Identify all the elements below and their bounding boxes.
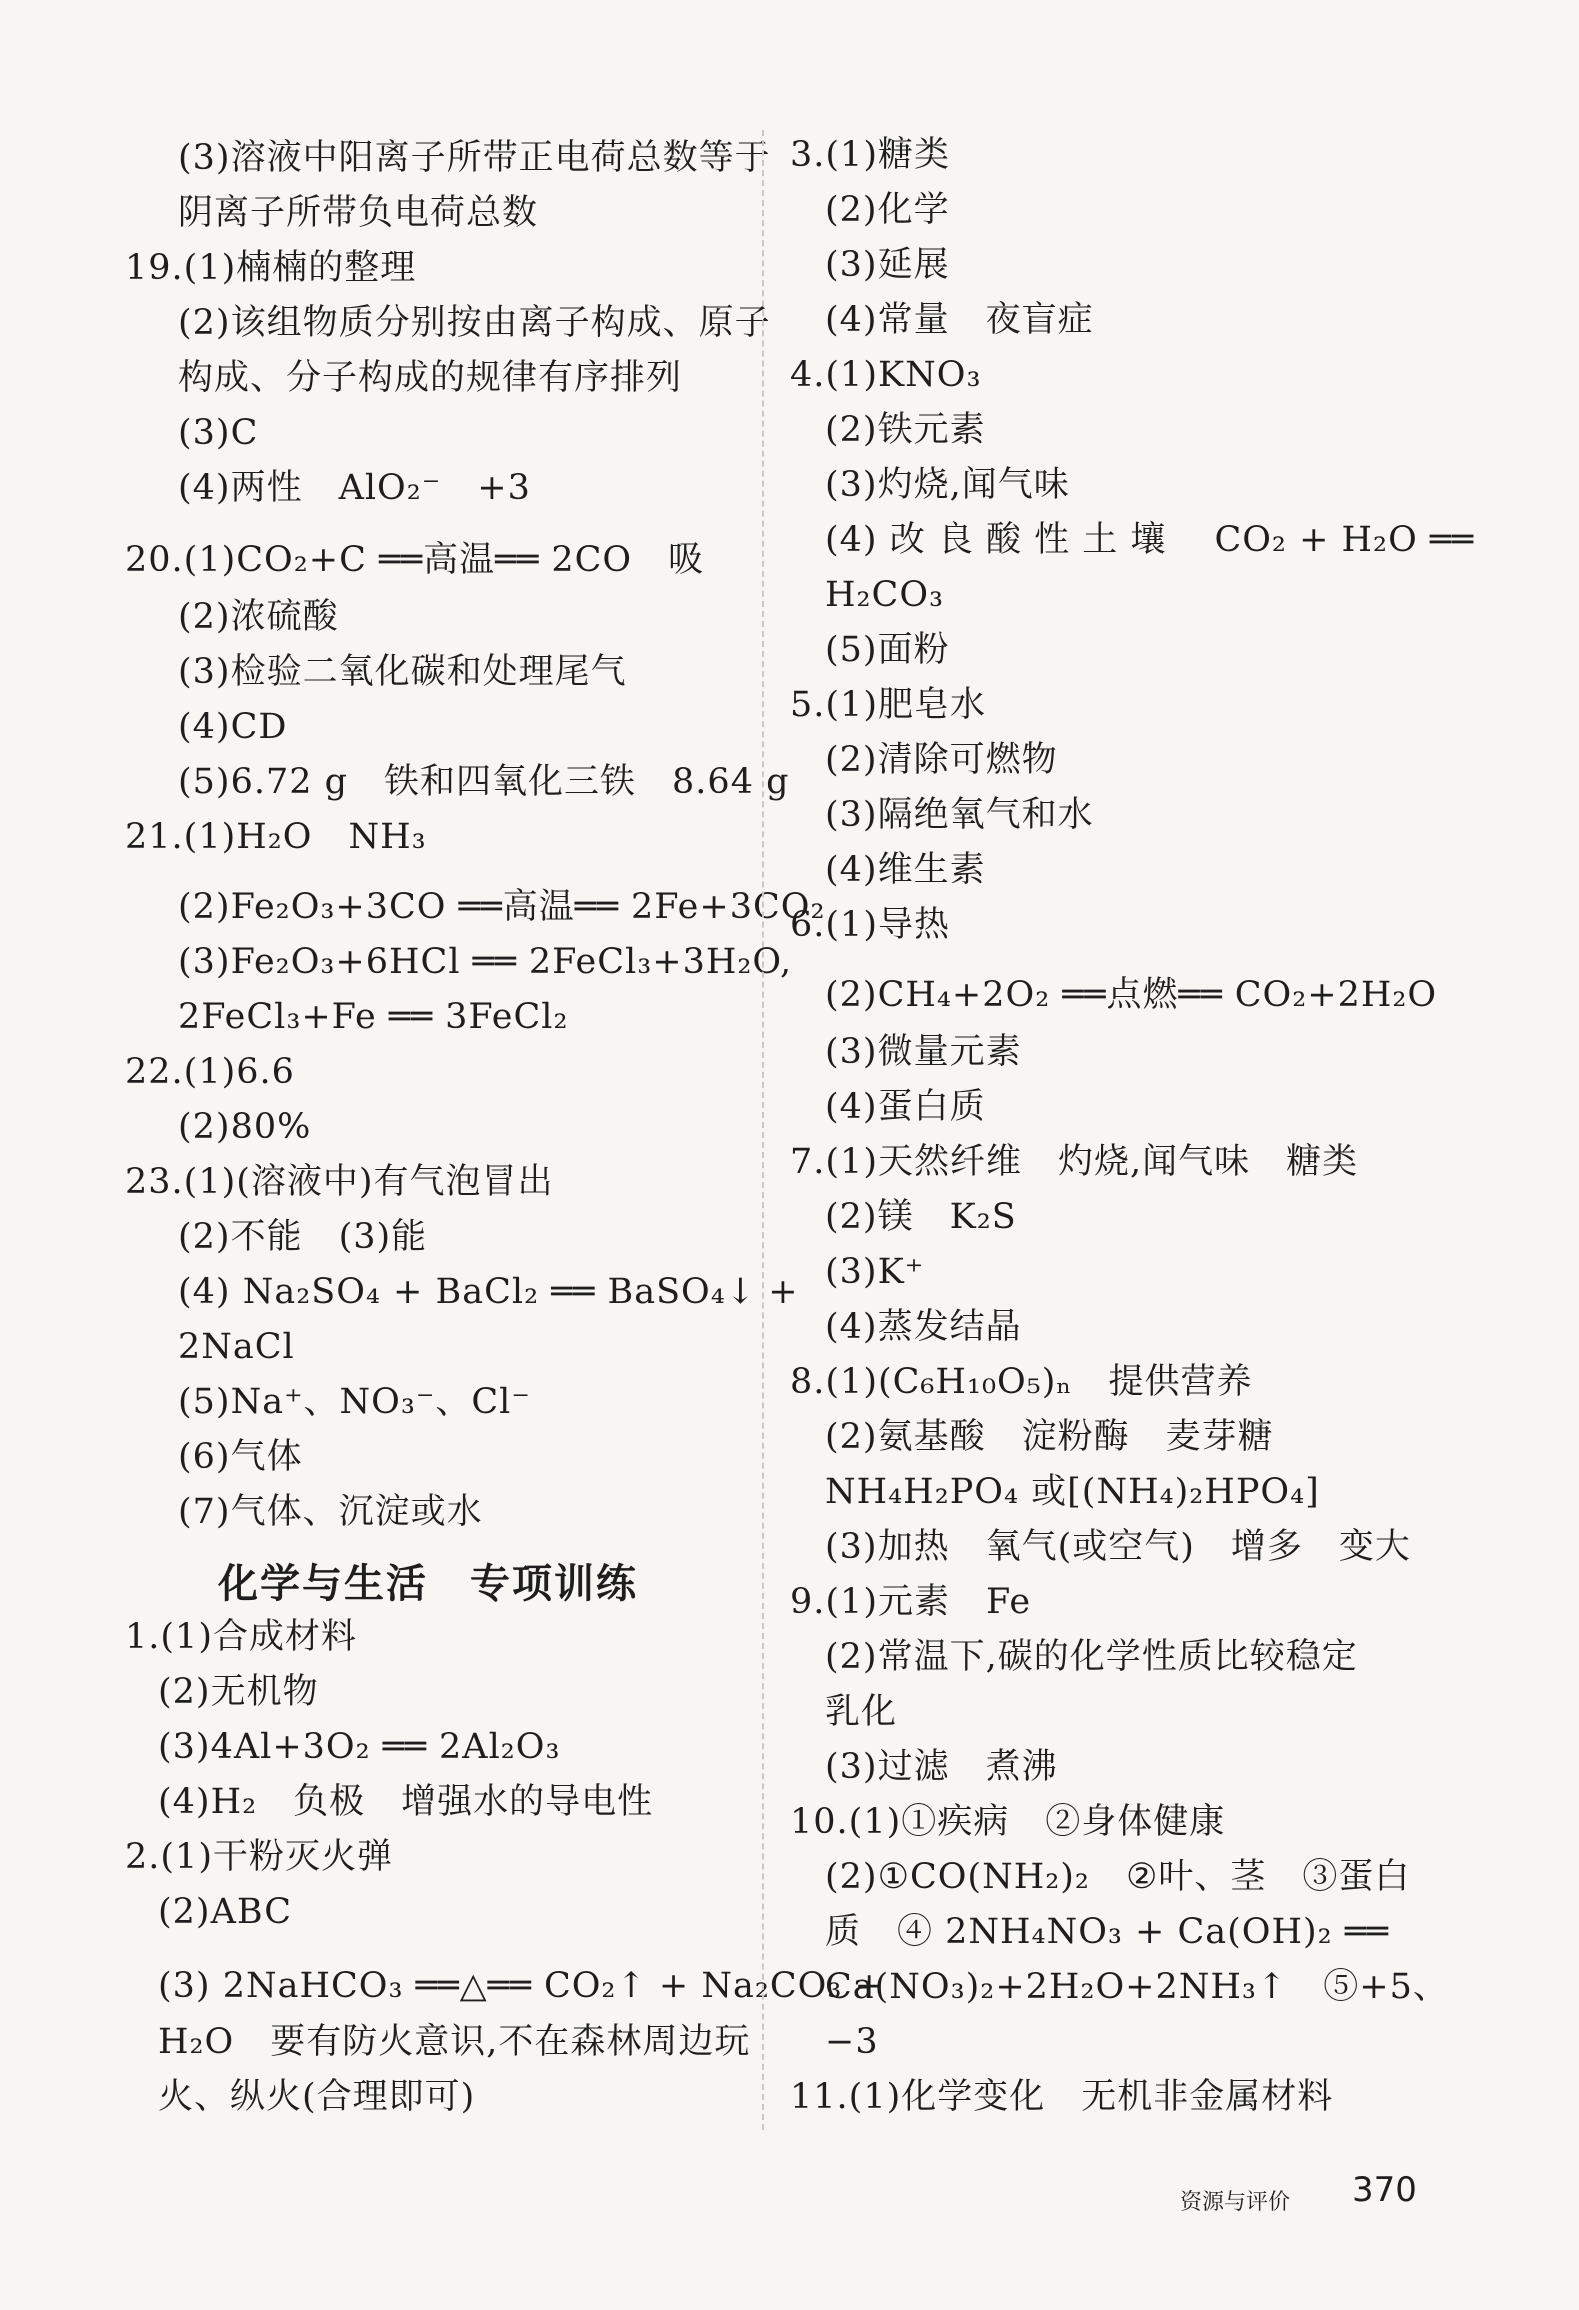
text-line: (2)浓硫酸 — [178, 597, 339, 637]
text-line: (4)常量 夜盲症 — [825, 300, 1094, 340]
text-line: (4)两性 AlO₂⁻ +3 — [178, 468, 531, 508]
text-line: (3)检验二氧化碳和处理尾气 — [178, 652, 627, 692]
text-line: (4)CD — [178, 707, 288, 747]
text-line: (7)气体、沉淀或水 — [178, 1492, 483, 1532]
text-line: 21.(1)H₂O NH₃ — [125, 817, 427, 857]
text-line: 22.(1)6.6 — [125, 1052, 295, 1092]
footer-label: 资源与评价 — [1180, 2190, 1291, 2215]
text-line: (5)6.72 g 铁和四氧化三铁 8.64 g — [178, 762, 790, 802]
text-line: 20.(1)CO₂+C ══高温══ 2CO 吸 — [125, 540, 705, 580]
text-line: 4.(1)KNO₃ — [790, 355, 982, 395]
text-line: 10.(1)①疾病 ②身体健康 — [790, 1802, 1226, 1842]
text-line: 1.(1)合成材料 — [125, 1617, 357, 1657]
text-line: (2)清除可燃物 — [825, 740, 1058, 780]
text-line: (3)延展 — [825, 245, 950, 285]
page-number: 370 — [1352, 2170, 1417, 2210]
text-line: 2FeCl₃+Fe ══ 3FeCl₂ — [178, 997, 569, 1037]
text-line: 11.(1)化学变化 无机非金属材料 — [790, 2077, 1334, 2117]
text-line: H₂O 要有防火意识,不在森林周边玩 — [158, 2022, 751, 2062]
text-line: (5)Na⁺、NO₃⁻、Cl⁻ — [178, 1382, 531, 1422]
text-line: (2)该组物质分别按由离子构成、原子 — [178, 303, 771, 343]
text-line: (4)蒸发结晶 — [825, 1307, 1022, 1347]
text-line: 构成、分子构成的规律有序排列 — [178, 358, 683, 398]
text-line: Ca(NO₃)₂+2H₂O+2NH₃↑ ⑤+5、 — [825, 1967, 1449, 2007]
text-line: 2.(1)干粉灭火弹 — [125, 1837, 393, 1877]
text-line: 9.(1)元素 Fe — [790, 1582, 1032, 1622]
text-line: (2)无机物 — [158, 1672, 319, 1712]
text-line: (2)不能 (3)能 — [178, 1217, 428, 1257]
text-line: 火、纵火(合理即可) — [158, 2077, 476, 2117]
text-line: 2NaCl — [178, 1327, 295, 1367]
text-line: 5.(1)肥皂水 — [790, 685, 986, 725]
text-line: (3)溶液中阳离子所带正电荷总数等于 — [178, 138, 771, 178]
text-line: (4)蛋白质 — [825, 1087, 986, 1127]
text-line: (3)隔绝氧气和水 — [825, 795, 1094, 835]
text-line: (3)Fe₂O₃+6HCl ══ 2FeCl₃+3H₂O, — [178, 942, 793, 982]
text-line: (4) 改 良 酸 性 土 壤 CO₂ + H₂O ══ — [825, 520, 1475, 560]
text-line: (6)气体 — [178, 1437, 303, 1477]
text-line: (2)CH₄+2O₂ ══点燃══ CO₂+2H₂O — [825, 975, 1438, 1015]
text-line: (3)4Al+3O₂ ══ 2Al₂O₃ — [158, 1727, 561, 1767]
text-line: (3)微量元素 — [825, 1032, 1022, 1072]
text-line: (3)K⁺ — [825, 1252, 925, 1292]
text-line: (2)Fe₂O₃+3CO ══高温══ 2Fe+3CO₂ — [178, 887, 826, 927]
text-line: (2)常温下,碳的化学性质比较稳定 — [825, 1637, 1358, 1677]
text-line: (2)ABC — [158, 1892, 293, 1932]
text-line: 19.(1)楠楠的整理 — [125, 248, 417, 288]
text-line: 质 ④ 2NH₄NO₃ + Ca(OH)₂ ══ — [825, 1912, 1389, 1952]
text-line: (2)铁元素 — [825, 410, 986, 450]
text-line: 阴离子所带负电荷总数 — [178, 193, 539, 233]
text-line: (3)C — [178, 413, 259, 453]
text-line: (3)灼烧,闻气味 — [825, 465, 1070, 505]
text-line: (4)维生素 — [825, 850, 986, 890]
text-line: (4) Na₂SO₄ + BaCl₂ ══ BaSO₄↓ + — [178, 1272, 799, 1312]
text-line: (2)①CO(NH₂)₂ ②叶、茎 ③蛋白 — [825, 1857, 1411, 1897]
column-divider — [762, 130, 764, 2130]
text-line: 23.(1)(溶液中)有气泡冒出 — [125, 1162, 554, 1202]
text-line: (3)过滤 煮沸 — [825, 1747, 1058, 1787]
text-line: (4)H₂ 负极 增强水的导电性 — [158, 1782, 654, 1822]
text-line: 乳化 — [825, 1692, 898, 1732]
text-line: (2)氨基酸 淀粉酶 麦芽糖 — [825, 1417, 1274, 1457]
text-line: 8.(1)(C₆H₁₀O₅)ₙ 提供营养 — [790, 1362, 1253, 1402]
text-line: NH₄H₂PO₄ 或[(NH₄)₂HPO₄] — [825, 1472, 1320, 1512]
text-line: H₂CO₃ — [825, 575, 945, 615]
text-line: 3.(1)糖类 — [790, 135, 950, 175]
text-line: (5)面粉 — [825, 630, 950, 670]
text-line: (2)化学 — [825, 190, 950, 230]
text-line: (2)80% — [178, 1107, 312, 1147]
text-line: (3) 2NaHCO₃ ══△══ CO₂↑ + Na₂CO₃ + — [158, 1966, 885, 2006]
section-heading: 化学与生活 专项训练 — [218, 1561, 638, 1607]
text-line: (2)镁 K₂S — [825, 1197, 1017, 1237]
text-line: (3)加热 氧气(或空气) 增多 变大 — [825, 1527, 1411, 1567]
text-line: 7.(1)天然纤维 灼烧,闻气味 糖类 — [790, 1142, 1359, 1182]
text-line: −3 — [825, 2022, 879, 2062]
text-line: 6.(1)导热 — [790, 905, 950, 945]
